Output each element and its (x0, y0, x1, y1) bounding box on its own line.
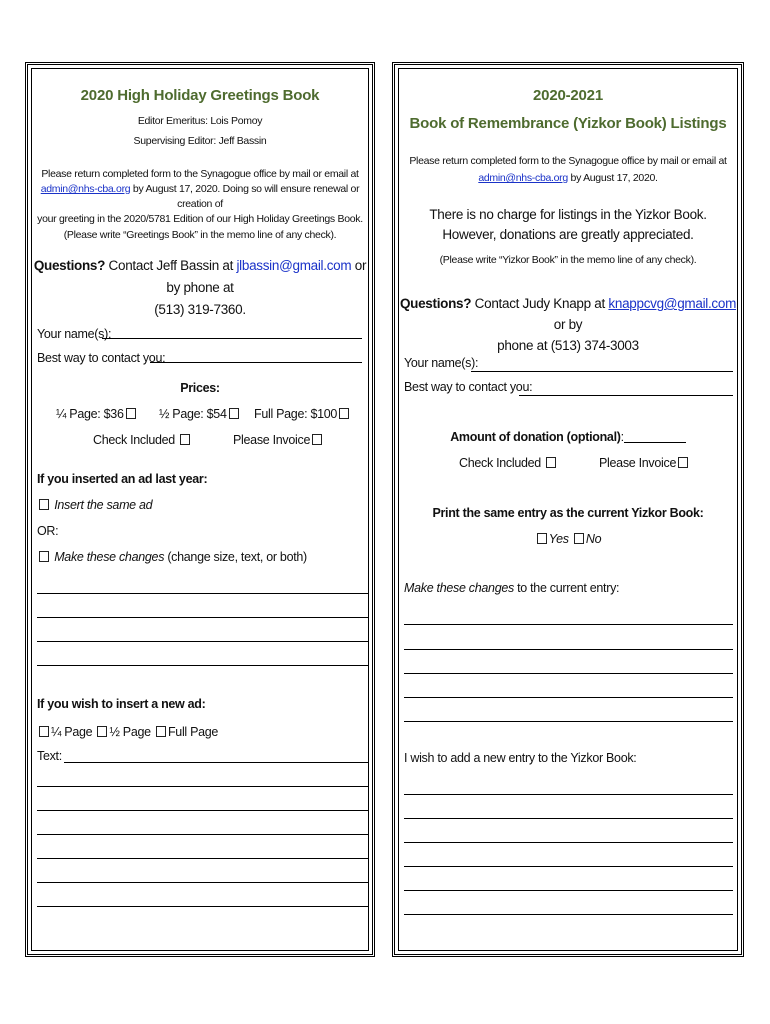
yizkor-your-names-field[interactable] (471, 371, 733, 372)
price-quarter (56, 407, 138, 421)
new-ad-size-options (37, 725, 218, 739)
changes-line-1[interactable] (37, 593, 368, 594)
your-names-label: Your name(s): (37, 327, 112, 341)
print-same-heading: Print the same entry as the current Yizkor Book: (432, 506, 704, 520)
changes-line-3[interactable] (37, 641, 368, 642)
please-invoice-checkbox[interactable] (312, 434, 322, 445)
no-charge-note (399, 205, 737, 245)
check-included-checkbox[interactable] (180, 434, 190, 445)
yizkor-questions-block (399, 293, 737, 356)
text-line-4[interactable] (37, 834, 368, 835)
yizkor-admin-email-link[interactable]: admin@nhs-cba.org (478, 172, 568, 184)
greetings-book-title: 2020 High Holiday Greetings Book (80, 87, 320, 104)
text-line-5[interactable] (37, 858, 368, 859)
yizkor-please-invoice (599, 456, 690, 470)
greetings-book-inner (31, 68, 369, 951)
new-ad-full-label: Full Page (167, 725, 219, 739)
donation-colon: : (620, 430, 624, 444)
yizkor-questions-text: Contact Judy Knapp at (471, 296, 609, 311)
make-changes-label: Make these changes (54, 550, 165, 564)
yizkor-book-inner (398, 68, 738, 951)
no-charge-line-2: However, donations are greatly appreciated. (442, 227, 694, 242)
changes-line-2[interactable] (37, 617, 368, 618)
yizkor-title-year: 2020-2021 (533, 87, 603, 104)
yizkor-changes-line-1[interactable] (404, 624, 733, 625)
yizkor-your-names-label: Your name(s): (404, 356, 479, 370)
new-entry-line-4[interactable] (404, 866, 733, 867)
or-label: OR: (37, 524, 59, 538)
yizkor-please-invoice-checkbox[interactable] (678, 457, 688, 468)
yizkor-make-changes-note: to the current entry: (513, 581, 620, 595)
questions-block (32, 255, 368, 321)
insert-same-label: Insert the same ad (54, 498, 153, 512)
instructions-line-3: your greeting in the 2020/5781 Edition of our High Holiday Greetings Book. (37, 213, 363, 225)
text-line-6[interactable] (37, 882, 368, 883)
print-same-no-label: No (585, 532, 602, 546)
instructions-line-2: by August 17, 2020. Doing so will ensure renewal or creation of (130, 183, 360, 210)
text-line-2[interactable] (37, 786, 368, 787)
new-entry-label: I wish to add a new entry to the Yizkor Book: (404, 751, 637, 765)
new-entry-line-2[interactable] (404, 818, 733, 819)
supervising-editor: Supervising Editor: Jeff Bassin (133, 135, 267, 147)
judy-email-link[interactable]: knappcvg@gmail.com (608, 296, 737, 311)
yizkor-instructions-line-1: Please return completed form to the Synagogue office by mail or email at (409, 155, 727, 167)
yizkor-title: Book of Remembrance (Yizkor Book) Listings (409, 115, 727, 132)
price-half (159, 407, 241, 421)
inserted-last-year-heading: If you inserted an ad last year: (37, 472, 208, 486)
price-full-label: Full Page: $100 (254, 407, 338, 421)
new-entry-line-5[interactable] (404, 890, 733, 891)
your-names-field[interactable] (102, 338, 362, 339)
make-changes-option (37, 550, 307, 564)
yizkor-changes-line-4[interactable] (404, 697, 733, 698)
yizkor-memo-note: (Please write “Yizkor Book” in the memo line of any check). (439, 254, 697, 266)
make-changes-checkbox[interactable] (39, 551, 49, 562)
changes-line-4[interactable] (37, 665, 368, 666)
price-half-checkbox[interactable] (229, 408, 239, 419)
price-quarter-label: ¼ Page: $36 (56, 407, 124, 421)
new-ad-full-checkbox[interactable] (156, 726, 166, 737)
yizkor-questions-label: Questions? (399, 296, 472, 311)
yizkor-changes-line-5[interactable] (404, 721, 733, 722)
price-full (254, 407, 351, 421)
new-ad-quarter-checkbox[interactable] (39, 726, 49, 737)
instructions-line-1: Please return completed form to the Synagogue office by mail or email at (41, 168, 359, 180)
best-way-label: Best way to contact you: (37, 351, 166, 365)
admin-email-link[interactable]: admin@nhs-cba.org (40, 183, 131, 195)
yizkor-check-included (459, 456, 558, 470)
yizkor-return-instructions (399, 153, 737, 187)
new-ad-half-label: ½ Page (109, 725, 151, 739)
new-entry-line-6[interactable] (404, 914, 733, 915)
text-line-1[interactable] (64, 762, 368, 763)
return-instructions (32, 167, 368, 227)
yizkor-best-way-label: Best way to contact you: (404, 380, 533, 394)
new-entry-line-3[interactable] (404, 842, 733, 843)
yizkor-book-form (392, 62, 744, 957)
yizkor-make-changes (404, 581, 619, 595)
text-line-3[interactable] (37, 810, 368, 811)
new-entry-line-1[interactable] (404, 794, 733, 795)
price-quarter-checkbox[interactable] (126, 408, 136, 419)
yizkor-questions-phone: phone at (513) 374-3003 (497, 338, 639, 353)
price-half-label: ½ Page: $54 (159, 407, 227, 421)
please-invoice-label: Please Invoice (233, 433, 311, 447)
yizkor-questions-text-2: or by (553, 317, 583, 332)
questions-text-2: or by phone at (166, 258, 367, 295)
yizkor-please-invoice-label: Please Invoice (599, 456, 677, 470)
text-line-7[interactable] (37, 906, 368, 907)
questions-label: Questions? (33, 258, 106, 273)
please-invoice (233, 433, 324, 447)
yizkor-changes-line-2[interactable] (404, 649, 733, 650)
prices-heading: Prices: (180, 381, 220, 395)
questions-phone: (513) 319-7360. (154, 302, 246, 317)
yizkor-instructions-line-2: by August 17, 2020. (567, 172, 658, 184)
print-same-yes-label: Yes (548, 532, 569, 546)
memo-note: (Please write “Greetings Book” in the memo line of any check). (63, 229, 337, 241)
donation-field[interactable] (624, 430, 686, 443)
new-ad-heading: If you wish to insert a new ad: (37, 697, 206, 711)
yizkor-check-included-label: Check Included (459, 456, 541, 470)
insert-same-checkbox[interactable] (39, 499, 49, 510)
print-same-yes-checkbox[interactable] (537, 533, 547, 544)
print-same-options (399, 532, 737, 546)
yizkor-best-way-field[interactable] (519, 395, 733, 396)
no-charge-line-1: There is no charge for listings in the Yizkor Book. (429, 207, 707, 222)
editor-emeritus: Editor Emeritus: Lois Pomoy (137, 115, 263, 127)
make-changes-note: (change size, text, or both) (164, 550, 307, 564)
yizkor-make-changes-label: Make these changes (404, 581, 514, 595)
questions-text: Contact Jeff Bassin at (105, 258, 237, 273)
donation-row (399, 430, 737, 444)
jeff-email-link[interactable]: jlbassin@gmail.com (236, 258, 352, 273)
price-full-checkbox[interactable] (339, 408, 349, 419)
print-same-no-checkbox[interactable] (574, 533, 584, 544)
check-included (93, 433, 192, 447)
best-way-field[interactable] (150, 362, 362, 363)
yizkor-check-included-checkbox[interactable] (546, 457, 556, 468)
new-ad-quarter-label: ¼ Page (51, 725, 93, 739)
check-included-label: Check Included (93, 433, 175, 447)
text-label: Text: (37, 749, 62, 763)
greetings-book-form (25, 62, 375, 957)
new-ad-half-checkbox[interactable] (97, 726, 107, 737)
insert-same-option (37, 498, 152, 512)
yizkor-changes-line-3[interactable] (404, 673, 733, 674)
donation-label: Amount of donation (optional) (450, 430, 621, 444)
